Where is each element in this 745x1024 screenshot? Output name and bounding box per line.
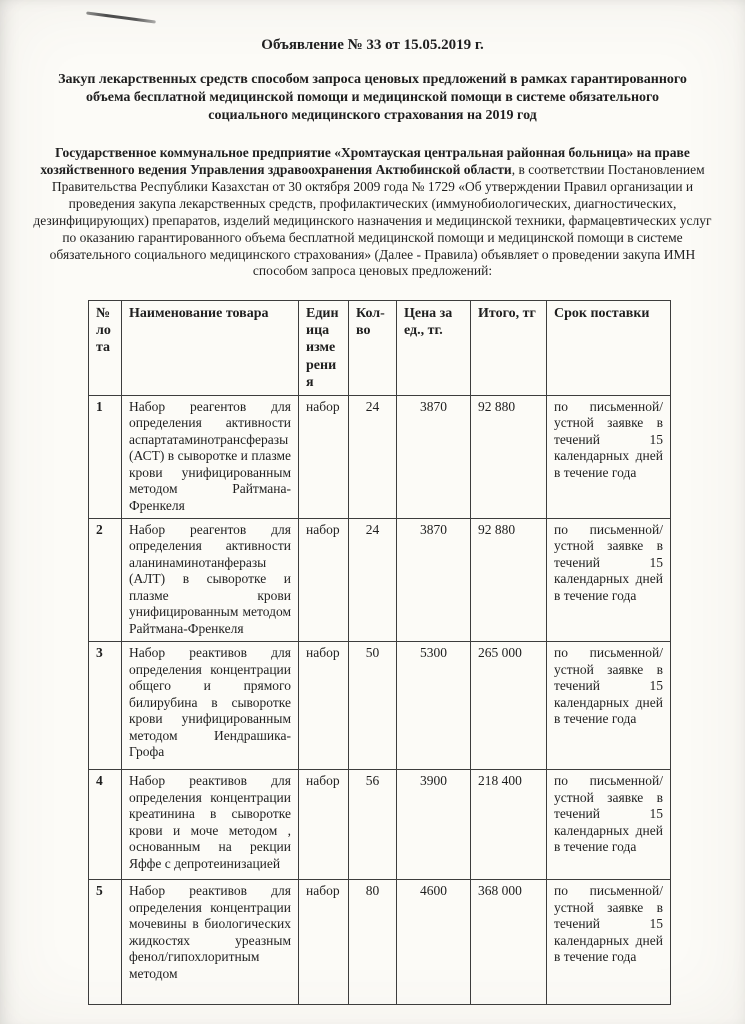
col-header-unit-price: Цена за ед., тг. bbox=[397, 301, 471, 395]
col-header-item-name: Наименование товара bbox=[122, 301, 299, 395]
total-price: 92 880 bbox=[471, 395, 547, 518]
delivery-term: по письменной/устной заявке в течений 15 календарных дней в течение года bbox=[547, 518, 671, 641]
table-row bbox=[89, 395, 671, 518]
total-price: 92 880 bbox=[471, 518, 547, 641]
lot-number: 5 bbox=[89, 880, 122, 1005]
quantity: 50 bbox=[349, 642, 397, 770]
subject-heading: Закуп лекарственных средств способом запроса ценовых предложений в рамках гарантированного объема бесплатной медицинской помощи и медицинской помощи в системе обязательного социального медицинского страхования на 2019 год bbox=[58, 71, 687, 124]
quantity: 56 bbox=[349, 770, 397, 880]
total-price: 368 000 bbox=[471, 880, 547, 1005]
table-row bbox=[89, 770, 671, 880]
col-header-lot-number: № лота bbox=[89, 301, 122, 395]
lot-number: 4 bbox=[89, 770, 122, 880]
unit-price: 4600 bbox=[397, 880, 471, 1005]
table-row bbox=[89, 518, 671, 641]
delivery-term: по письменной/устной заявке в течений 15 календарных дней в течение года bbox=[547, 395, 671, 518]
quantity: 80 bbox=[349, 880, 397, 1005]
quantity: 24 bbox=[349, 518, 397, 641]
lot-number: 1 bbox=[89, 395, 122, 518]
delivery-term: по письменной/устной заявке в течений 15 календарных дней в течение года bbox=[547, 642, 671, 770]
col-header-total: Итого, тг bbox=[471, 301, 547, 395]
item-name: Набор реактивов для определения концентрации креатинина в сыворотке крови и моче методом , основанным на рекции Яффе с депротеинизацией bbox=[122, 770, 299, 880]
unit-price: 5300 bbox=[397, 642, 471, 770]
unit-of-measure: набор bbox=[299, 770, 349, 880]
announcement-title: Объявление № 33 от 15.05.2019 г. bbox=[261, 37, 484, 53]
col-header-unit: Единица измерения bbox=[299, 301, 349, 395]
item-name: Набор реактивов для определения концентрации общего и прямого билирубина в сыворотке крови унифицированным методом Иендрашика-Грофа bbox=[122, 642, 299, 770]
intro-text: , в соответствии Постановлением Правительства Республики Казахстан от 30 октября 2009 года № 1729 «Об утверждении Правил организации и проведения закупа лекарственных средств, профилактических (иммунобиологических, диагностических, дезинфицирующих) препаратов, изделий медицинского назначения и медицинской техники, фармацевтических услуг по оказанию гарантированного объема бесплатной медицинской помощи и медицинской помощи в системе обязательного социального медицинского страхования» (Далее - Правила) объявляет о проведении закупа ИМН способом запроса ценовых предложений: bbox=[33, 162, 712, 279]
quantity: 24 bbox=[349, 395, 397, 518]
item-name: Набор реагентов для определения активности аланинаминотанферазы (АЛТ) в сыворотке и плазме крови унифицированным методом Райтмана-Френкеля bbox=[122, 518, 299, 641]
table-header-row bbox=[89, 301, 671, 395]
delivery-term: по письменной/устной заявке в течений 15 календарных дней в течение года bbox=[547, 880, 671, 1005]
item-name: Набор реагентов для определения активности аспартатаминотрансферазы (АСТ) в сыворотке и плазме крови унифицированным методом Райтмана-Френкеля bbox=[122, 395, 299, 518]
col-header-delivery-term: Срок поставки bbox=[547, 301, 671, 395]
unit-price: 3900 bbox=[397, 770, 471, 880]
table-row bbox=[89, 880, 671, 1005]
total-price: 265 000 bbox=[471, 642, 547, 770]
lots-table bbox=[88, 300, 671, 1005]
item-name: Набор реактивов для определения концентрации мочевины в биологических жидкостях уреазным фенол/гипохлоритным методом bbox=[122, 880, 299, 1005]
col-header-quantity: Кол-во bbox=[349, 301, 397, 395]
unit-price: 3870 bbox=[397, 518, 471, 641]
table-row bbox=[89, 642, 671, 770]
unit-price: 3870 bbox=[397, 395, 471, 518]
delivery-term: по письменной/устной заявке в течений 15 календарных дней в течение года bbox=[547, 770, 671, 880]
unit-of-measure: набор bbox=[299, 642, 349, 770]
unit-of-measure: набор bbox=[299, 518, 349, 641]
lot-number: 2 bbox=[89, 518, 122, 641]
organization-name: Государственное коммунальное предприятие «Хромтауская центральная районная больница» на праве хозяйственного ведения Управления здравоохранения Актюбинской области bbox=[40, 145, 690, 178]
unit-of-measure: набор bbox=[299, 880, 349, 1005]
pen-mark bbox=[86, 11, 156, 23]
unit-of-measure: набор bbox=[299, 395, 349, 518]
intro-paragraph bbox=[33, 145, 712, 280]
total-price: 218 400 bbox=[471, 770, 547, 880]
lot-number: 3 bbox=[89, 642, 122, 770]
